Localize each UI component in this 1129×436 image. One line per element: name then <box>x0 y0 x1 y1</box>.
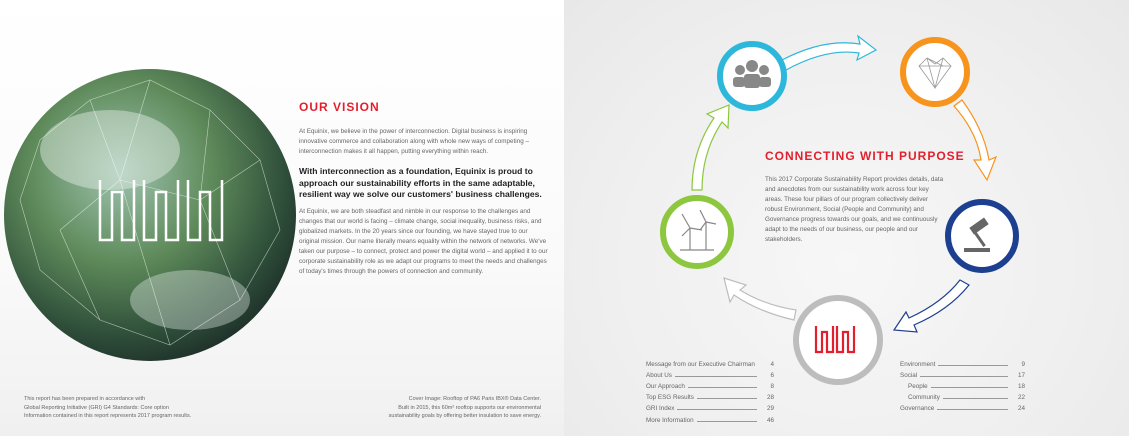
toc-label: Governance <box>900 405 935 413</box>
vision-paragraph-1: At Equinix, we believe in the power of interconnection. Digital business is inspiring innovative commerce and collaboration along with whole new ways of competing – interconnection makes it all happen, putting everything within reach. <box>299 128 529 155</box>
arrow-orange <box>954 100 996 180</box>
footer-left <box>24 395 191 421</box>
right-page <box>564 0 1129 436</box>
toc-label: About Us <box>646 372 672 380</box>
footer-line: Global Reporting Initiative (GRI) G4 Standards: Core option <box>24 404 169 411</box>
toc-page: 17 <box>1017 372 1025 380</box>
toc-page: 24 <box>1017 405 1025 413</box>
purpose-body: This 2017 Corporate Sustainability Report provides details, data and anecdotes from our sustainability work across four key areas. These four pillars of our program collectively deliver robust Environment, Social (People and Community) and Governance progress towards our goals, and we continuously adapt to the needs of our business, our people and our stakeholders. <box>765 176 944 243</box>
vision-title: OUR VISION <box>299 100 380 114</box>
toc-label: People <box>908 383 928 391</box>
toc-page: 6 <box>770 372 774 380</box>
toc-item[interactable] <box>646 390 774 401</box>
toc-label: Environment <box>900 361 936 369</box>
toc-item[interactable] <box>646 368 774 379</box>
leader-line <box>697 398 757 399</box>
toc-label: More Information <box>646 416 694 424</box>
toc-item[interactable] <box>900 401 1025 412</box>
footer-line: This report has been prepared in accordance with <box>24 396 146 402</box>
arrow-gray <box>724 278 796 320</box>
toc-page: 28 <box>766 394 774 402</box>
toc-item[interactable] <box>900 379 1025 390</box>
leader-line <box>943 398 1008 399</box>
environment-pillar-circle <box>663 198 731 266</box>
leader-line <box>677 409 757 410</box>
toc-label: Social <box>900 372 918 380</box>
purpose-title: CONNECTING WITH PURPOSE <box>765 149 965 163</box>
community-pillar-circle <box>903 40 967 104</box>
caption-line: sustainability goals by offering better insulation to save energy. <box>388 413 541 419</box>
toc-page: 9 <box>1021 361 1025 369</box>
toc-page: 46 <box>766 416 774 424</box>
toc-page: 4 <box>770 361 774 369</box>
toc-right <box>900 357 1025 412</box>
toc-item[interactable] <box>646 412 774 423</box>
leader-line <box>675 376 757 377</box>
leader-line <box>688 387 757 388</box>
vision-paragraph-2: At Equinix, we are both steadfast and nimble in our response to the challenges and changes that our world is facing – climate change, social inequality, business risks, and globalized markets. In the 20 years since our founding, we have stayed true to our original mission. Our name literally means equality within the network of networks. We've taken our purpose – to connect, protect and power the digital world – and applied it to our corporate sustainability role as we adapt our programs to meet the needs and challenges of today's times through the powers of connection and community. <box>299 208 548 275</box>
toc-label: Community <box>908 394 940 402</box>
toc-page: 22 <box>1017 394 1025 402</box>
vision-bold-statement: With interconnection as a foundation, Equinix is proud to approach our sustainability efforts in the same adaptable, resilient way we solve our customers' business challenges. <box>299 166 542 199</box>
toc-page: 8 <box>770 383 774 391</box>
toc-item[interactable] <box>900 390 1025 401</box>
toc-label: Top ESG Results <box>646 394 694 402</box>
toc-item[interactable] <box>646 401 774 412</box>
caption-line: Built in 2015, this 60m² rooftop supports our environmental <box>398 404 541 411</box>
toc-label: Our Approach <box>646 383 685 391</box>
toc-left <box>646 357 774 424</box>
toc-page: 18 <box>1017 383 1025 391</box>
leader-line <box>920 376 1008 377</box>
toc-item[interactable] <box>900 368 1025 379</box>
left-page <box>0 0 564 436</box>
toc-page: 29 <box>766 405 774 413</box>
footer-right-caption <box>389 395 541 421</box>
arrow-navy <box>894 280 969 332</box>
leader-line <box>697 421 757 422</box>
toc-item[interactable] <box>646 379 774 390</box>
leader-line <box>931 387 1008 388</box>
arrow-cyan <box>782 36 876 70</box>
toc-item[interactable] <box>900 357 1025 368</box>
governance-pillar-circle <box>948 202 1016 270</box>
toc-label: Message from our Executive Chairman <box>646 361 755 369</box>
toc-label: GRI Index <box>646 405 675 413</box>
leader-line <box>937 409 1008 410</box>
arrow-green <box>692 105 729 190</box>
leader-line <box>938 365 1008 366</box>
footer-line: Information contained in this report represents 2017 program results. <box>24 413 192 419</box>
caption-line: Cover Image: Rooftop of PA6 Paris IBX® Data Center. <box>408 396 541 402</box>
toc-item[interactable] <box>646 357 774 368</box>
